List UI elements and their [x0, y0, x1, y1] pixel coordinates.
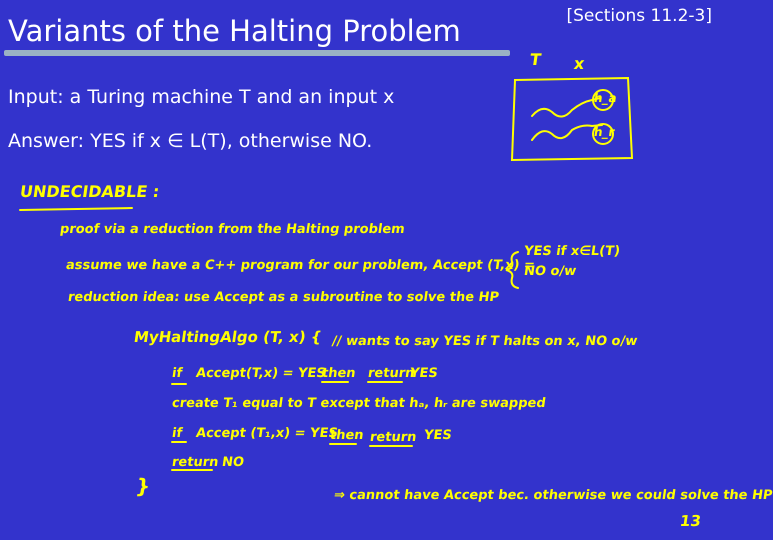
step1-value: YES	[408, 366, 439, 381]
slide-title: Variants of the Halting Problem	[8, 14, 461, 48]
heading-underline	[20, 208, 132, 210]
page-mark: 13	[678, 512, 703, 530]
step4-return: return	[170, 455, 220, 470]
note-line-assume: assume we have a C++ program for our problem, Accept (T,x) =	[64, 258, 536, 273]
step1-return: return	[366, 366, 416, 381]
input-line: Input: a Turing machine T and an input x	[8, 86, 395, 108]
brace-no: NO o/w	[522, 264, 578, 279]
step2-create: create T₁ equal to T except that hₐ, hᵣ are swapped	[170, 396, 547, 411]
sketch-top-state: h_a	[593, 91, 618, 105]
sketch-t-label: T	[528, 50, 543, 69]
step3-then: then	[328, 428, 365, 443]
step4-value: NO	[220, 455, 245, 470]
step3-if: if	[170, 426, 184, 441]
sketch-path-top	[532, 98, 600, 117]
step1-if: if	[170, 366, 184, 381]
note-line-proof: proof via a reduction from the Halting problem	[58, 222, 406, 237]
sketch-bottom-state: h_r	[593, 125, 616, 139]
step3-condition: Accept (T₁,x) = YES	[194, 426, 339, 441]
algo-header: MyHaltingAlgo (T, x) {	[132, 328, 323, 346]
step1-condition: Accept(T,x) = YES	[194, 366, 327, 381]
algo-comment: // wants to say YES if T halts on x, NO o/w	[330, 334, 639, 349]
note-line-reduction: reduction idea: use Accept as a subroutine to solve the HP	[66, 290, 501, 305]
sections-reference: [Sections 11.2-3]	[566, 6, 712, 26]
algo-close-brace: }	[134, 474, 152, 498]
sketch-x-label: x	[572, 54, 586, 73]
step1-then: then	[320, 366, 357, 381]
answer-line: Answer: YES if x ∈ L(T), otherwise NO.	[8, 130, 373, 152]
brace-yes: YES if x∈L(T)	[522, 244, 621, 259]
undecidable-heading: UNDECIDABLE :	[18, 182, 161, 201]
sketch-path-bottom	[532, 125, 602, 140]
step3-return: return	[368, 430, 418, 445]
step3-value: YES	[422, 428, 453, 443]
conclusion-line: ⇒ cannot have Accept bec. otherwise we could solve the HP	[332, 488, 773, 503]
